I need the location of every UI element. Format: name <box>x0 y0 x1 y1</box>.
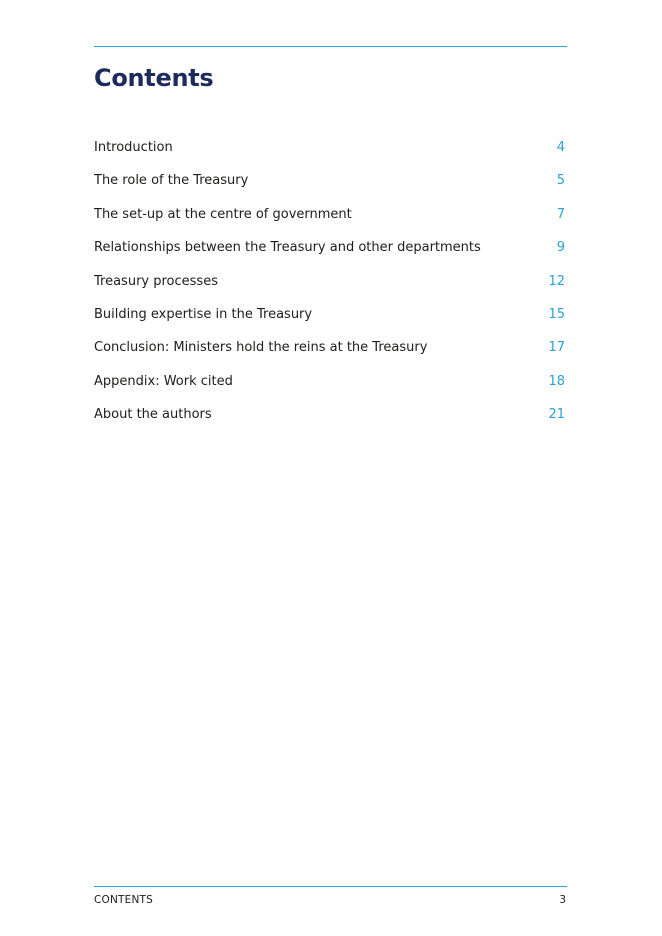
toc-entry-page: 17 <box>548 340 565 356</box>
toc-entry-page: 12 <box>548 273 565 289</box>
toc-entry-label: About the authors <box>94 407 212 423</box>
toc-entry-page: 21 <box>548 407 565 423</box>
toc-entry[interactable] <box>94 207 565 240</box>
toc-entry-page: 4 <box>556 140 565 155</box>
toc-entry-page: 7 <box>556 206 565 222</box>
toc-entry-label: Appendix: Work cited <box>94 373 233 389</box>
toc-entry-label: Conclusion: Ministers hold the reins at the Treasury <box>94 340 428 356</box>
footer-divider <box>94 886 567 887</box>
toc-entry-label: Introduction <box>94 140 173 155</box>
toc-entry-page: 18 <box>548 373 565 389</box>
toc-entry-page: 15 <box>548 306 565 322</box>
footer-page-number: 3 <box>559 894 566 906</box>
footer-section-label: CONTENTS <box>94 894 154 906</box>
toc-entry-label: The role of the Treasury <box>94 173 249 189</box>
toc-entry[interactable] <box>94 407 565 440</box>
toc-entry-label: Treasury processes <box>94 273 218 289</box>
toc-entry[interactable] <box>94 307 565 340</box>
toc-entry[interactable] <box>94 340 565 373</box>
toc-entry-label: Relationships between the Treasury and other departments <box>94 240 481 256</box>
toc-entry-label: The set-up at the centre of government <box>94 206 352 222</box>
toc-entry-page: 5 <box>556 173 565 189</box>
toc-entry[interactable] <box>94 140 565 173</box>
toc-entry[interactable] <box>94 374 565 407</box>
toc-entry[interactable] <box>94 173 565 206</box>
toc-entry-page: 9 <box>556 240 565 256</box>
toc-entry-label: Building expertise in the Treasury <box>94 306 313 322</box>
page-title: Contents <box>94 64 214 92</box>
header-divider <box>94 46 567 47</box>
toc-entry[interactable] <box>94 240 565 273</box>
toc-entry[interactable] <box>94 274 565 307</box>
table-of-contents <box>94 140 565 441</box>
